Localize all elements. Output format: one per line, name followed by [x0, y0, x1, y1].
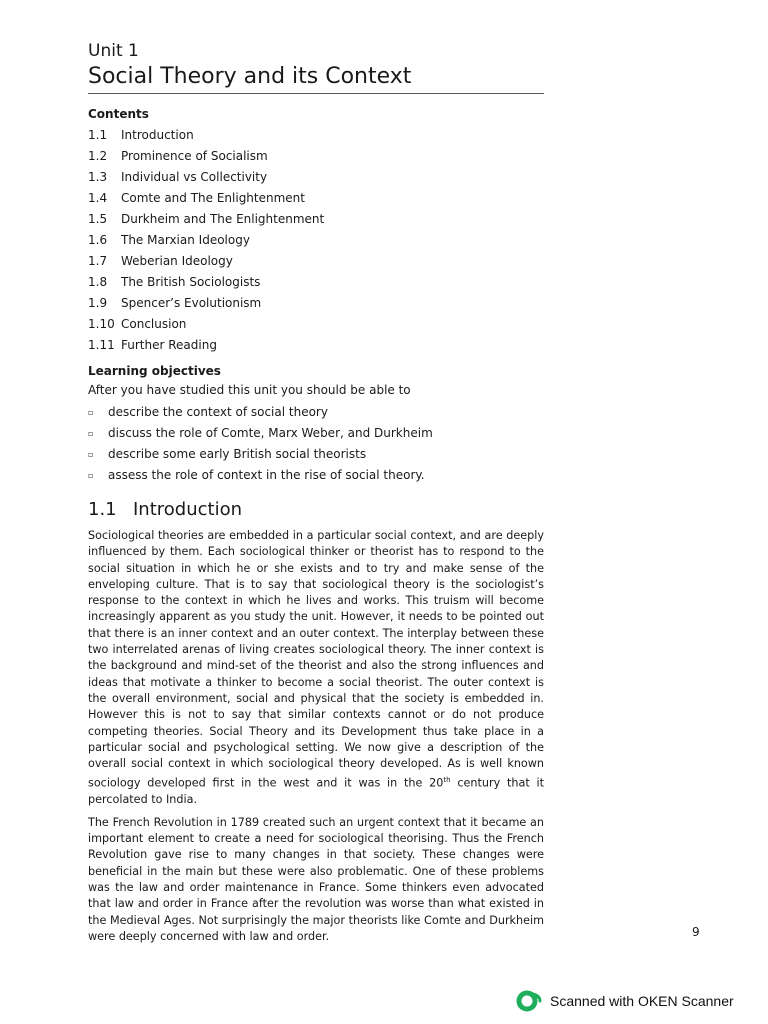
toc-number: 1.4 [88, 191, 108, 205]
bullet-square-icon: ▫ [88, 429, 94, 438]
list-item [88, 335, 544, 356]
toc-label: Durkheim and The Enlightenment [121, 212, 325, 226]
body-paragraph: The French Revolution in 1789 created such an urgent context that it became an important element to create a need for sociological theorising. Thus the French Revolution gave rise to many changes in that society. These changes were beneficial in the main but these were also problematic. One of these problems was the law and order maintenance in France. Some thinkers even advocated that law and order in France after the revolution was worse than what existed in the Medieval Ages. Not surprisingly the major theorists like Comte and Durkheim were deeply concerned with law and order. [88, 815, 544, 943]
objective-text: describe some early British social theorists [108, 447, 367, 461]
objectives-intro: After you have studied this unit you should be able to [88, 383, 411, 397]
toc-number: 1.8 [88, 275, 108, 289]
body-paragraph [88, 528, 544, 809]
toc-label: Further Reading [121, 338, 217, 352]
objectives-heading: Learning objectives [88, 364, 221, 378]
toc-number: 1.9 [88, 296, 108, 310]
contents-heading: Contents [88, 107, 149, 121]
toc-number: 1.10 [88, 317, 115, 331]
objective-text: assess the role of context in the rise of social theory. [108, 468, 425, 482]
scanner-label: Scanned with OKEN Scanner [550, 993, 734, 1009]
paragraph-text: Sociological theories are embedded in a particular social context, and are deeply influenced by them. Each sociological thinker or theorist has to respond to the social situation in which he or she exists and to try and make sense of the enveloping culture. That is to say that sociological theory is the sociologist’s response to the context in which he lives and works. This truism will become increasingly apparent as you study the unit. However, it needs to be pointed out that there is an inner context and an outer context. The interplay between these two interrelated arenas of living creates sociological theory. The inner context is the background and mind-set of the theorist and also the strong influences and ideas that motivate a thinker to become a social theorist. The outer context is the overall environment, social and physical that the society is embedded in. However this is not to say that similar contexts cannot or do not produce competing theories. Social Theory and its Development thus take place in a particular social and psychological setting. We now give a description of the overall social context in which sociological theory developed. As is well known sociology developed first in the west and it was in the 20 [88, 529, 544, 791]
list-item [88, 251, 544, 272]
toc-label: The British Sociologists [121, 275, 261, 289]
toc-label: Spencer’s Evolutionism [121, 296, 262, 310]
objective-text: discuss the role of Comte, Marx Weber, and Durkheim [108, 426, 433, 440]
page-number: 9 [692, 925, 700, 939]
list-item [88, 423, 544, 444]
toc-label: Individual vs Collectivity [121, 170, 268, 184]
toc-number: 1.2 [88, 149, 108, 163]
oken-logo-icon [516, 990, 542, 1012]
list-item [88, 125, 544, 146]
bullet-square-icon: ▫ [88, 408, 94, 417]
list-item [88, 167, 544, 188]
objective-text: describe the context of social theory [108, 405, 328, 419]
toc-number: 1.6 [88, 233, 108, 247]
toc-label: Comte and The Enlightenment [121, 191, 305, 205]
list-item [88, 444, 544, 465]
list-item [88, 272, 544, 293]
toc-number: 1.7 [88, 254, 108, 268]
list-item [88, 402, 544, 423]
toc-label: Conclusion [121, 317, 187, 331]
toc-number: 1.5 [88, 212, 108, 226]
scanner-watermark [516, 990, 734, 1012]
list-item [88, 230, 544, 251]
page-title: Social Theory and its Context [88, 62, 544, 94]
toc-label: Introduction [121, 128, 194, 142]
toc-number: 1.1 [88, 128, 108, 142]
bullet-square-icon: ▫ [88, 450, 94, 459]
list-item [88, 293, 544, 314]
document-page [88, 40, 544, 951]
toc-label: The Marxian Ideology [121, 233, 250, 247]
section-heading [88, 498, 544, 522]
section-number: 1.1 [88, 499, 117, 520]
list-item [88, 188, 544, 209]
toc-number: 1.3 [88, 170, 108, 184]
toc-number: 1.11 [88, 338, 115, 352]
list-item [88, 146, 544, 167]
superscript: th [443, 776, 451, 785]
paragraph-text: century that it percolated to India. [88, 777, 544, 807]
bullet-square-icon: ▫ [88, 471, 94, 480]
toc-label: Weberian Ideology [121, 254, 233, 268]
list-item [88, 314, 544, 335]
objectives-list [88, 402, 544, 486]
section-title: Introduction [133, 499, 243, 520]
list-item [88, 465, 544, 486]
contents-list [88, 125, 544, 356]
toc-label: Prominence of Socialism [121, 149, 268, 163]
list-item [88, 209, 544, 230]
unit-label: Unit 1 [88, 41, 139, 61]
